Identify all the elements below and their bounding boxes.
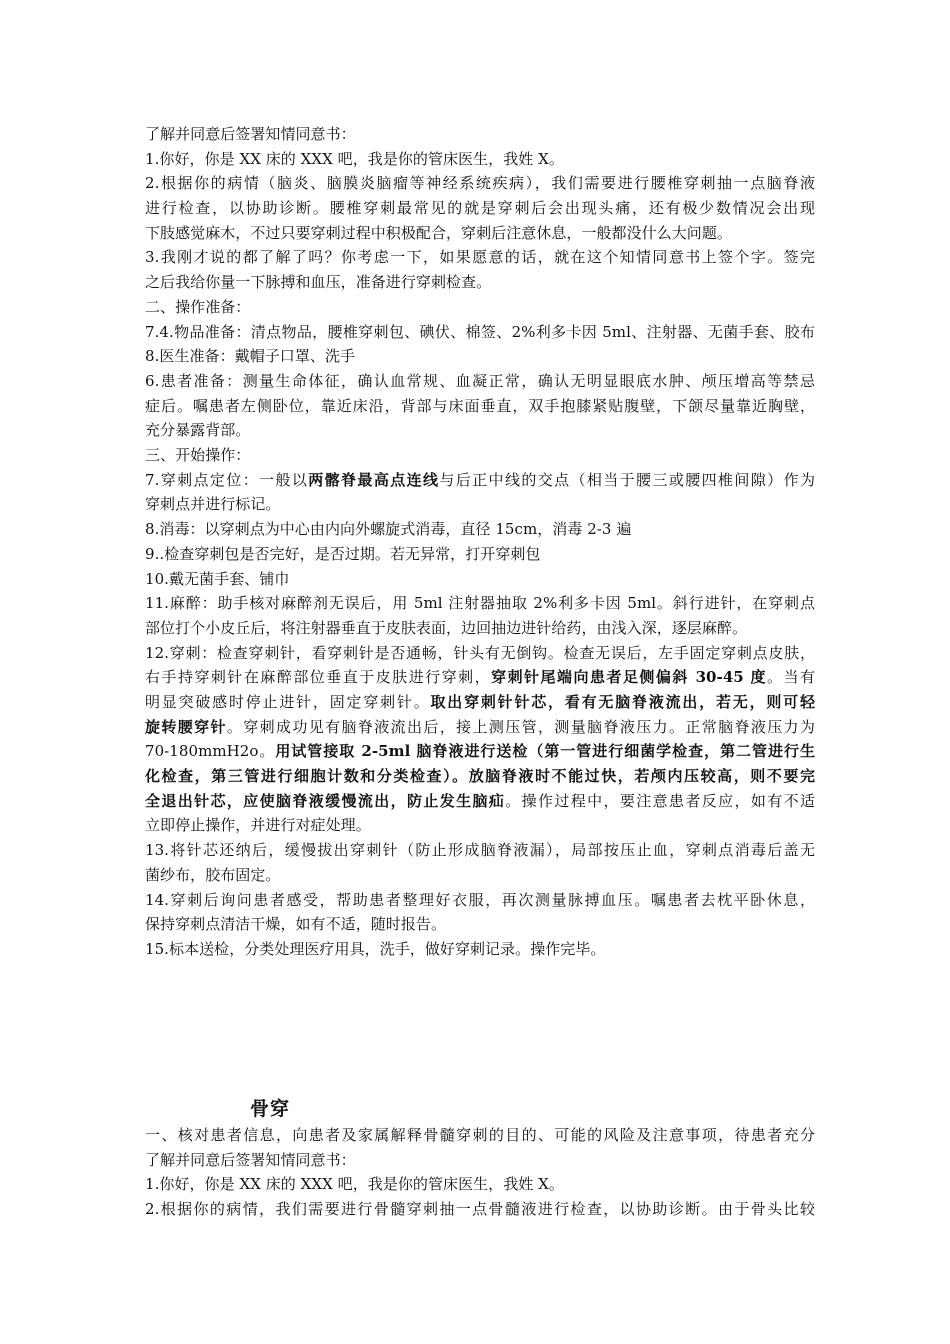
step-8-line: 8.消毒：以穿刺点为中心由内向外螺旋式消毒，直径 15cm，消毒 2-3 遍 [145,520,632,539]
bone-marrow-section [145,1123,815,1222]
intro-lines [145,122,815,468]
text-line: 8.医生准备：戴帽子口罩、洗手 [145,347,356,366]
text-line: 1.你好，你是 XX 床的 XXX 吧，我是你的管床医生，我姓 X。 [145,1175,564,1194]
bold-text: 旋转腰穿针 [145,717,227,736]
text-line: 立即停止操作，并进行对症处理。 [145,816,371,835]
text-line: 之后我给你量一下脉搏和血压，准备进行穿刺检查。 [145,273,492,292]
text-line: 70-180mmH2o。用试管接取 2-5ml 脑脊液进行送检（第一管进行细菌学检查，第二管进行生 [145,742,815,761]
text-line: 3.我刚才说的都了解了吗？你考虑一下，如果愿意的话，就在这个知情同意书上签个字。签完 [145,248,815,267]
text-line: 症后。嘱患者左侧卧位，靠近床沿，背部与床面垂直，双手抱膝紧贴腹壁，下颌尽量靠近胸壁， [145,396,815,415]
text-line: 2.根据你的病情，我们需要进行骨髓穿刺抽一点骨髓液进行检查，以协助诊断。由于骨头比较 [145,1200,815,1219]
step-14-line: 14.穿刺后询问患者感受，帮助患者整理好衣服，再次测量脉搏血压。嘱患者去枕平卧休息， [145,890,815,909]
text-line: 菌纱布，胶布固定。 [145,865,281,884]
step-13-line: 13.将针芯还纳后，缓慢拔出穿刺针（防止形成脑脊液漏），局部按压止血，穿刺点消毒后盖无 [145,841,815,860]
text-line: 穿刺点并进行标记。 [145,495,281,514]
text-line: 一、核对患者信息，向患者及家属解释骨髓穿刺的目的、可能的风险及注意事项，待患者充分 [145,1126,815,1144]
step-7-line: 7.穿刺点定位：一般以两髂脊最高点连线与后正中线的交点（相当于腰三或腰四椎间隙）作为 [145,470,815,489]
text-line: 了解并同意后签署知情同意书： [145,125,356,143]
text-line: 旋转腰穿针。穿刺成功见有脑脊液流出后，接上测压管，测量脑脊液压力。正常脑脊液压力为 [145,717,815,736]
text-line: 2.根据你的病情（脑炎、脑膜炎脑瘤等神经系统疾病），我们需要进行腰椎穿刺抽一点脑脊液 [145,174,815,193]
bold-text: 用试管接取 2-5ml 脑脊液进行送检（第一管进行细菌学检查，第二管进行生 [275,742,815,761]
bold-text: 全退出针芯，应使脑脊液缓慢流出，防止发生脑疝 [145,791,506,810]
step-9-line: 9..检查穿刺包是否完好，是否过期。若无异常，打开穿刺包 [145,544,541,563]
bold-text: 两髂脊最高点连线 [308,470,440,489]
text-line: 1.你好，你是 XX 床的 XXX 吧，我是你的管床医生，我姓 X。 [145,149,564,168]
text-line [145,764,815,789]
step-12-line: 12.穿刺：检查穿刺针，看穿刺针是否通畅，针头有无倒钩。检查无误后，左手固定穿刺点皮肤， [145,643,815,662]
text-line: 了解并同意后签署知情同意书： [145,1150,356,1169]
text-line: 下肢感觉麻木，不过只要穿刺过程中积极配合，穿刺后注意休息，一般都没什么大问题。 [145,223,732,242]
step-15-line: 15.标本送检，分类处理医疗用具，洗手，做好穿刺记录。操作完毕。 [145,939,606,958]
text-line: 6.患者准备：测量生命体征，确认血常规、血凝正常，确认无明显眼底水肿、颅压增高等禁忌 [145,371,815,390]
lumbar-puncture-section [145,122,815,962]
text-line: 右手持穿刺针在麻醉部位垂直于皮肤进行穿刺，穿刺针尾端向患者足侧偏斜 30-45 度。当有 [145,668,815,687]
bold-text: 穿刺针尾端向患者足侧偏斜 30-45 度 [491,668,767,687]
text-line: 全退出针芯，应使脑脊液缓慢流出，防止发生脑疝。操作过程中，要注意患者反应，如有不适 [145,791,815,810]
bold-text: 取出穿刺针针芯，看有无脑脊液流出，若无，则可轻 [430,693,815,712]
bone-marrow-title: 骨穿 [250,1098,291,1120]
text-line: 部位打个小皮丘后，将注射器垂直于皮肤表面，边回抽边进针给药，由浅入深，逐层麻醉。 [145,618,748,637]
step-11-line: 11.麻醉：助手核对麻醉剂无误后，用 5ml 注射器抽取 2%利多卡因 5ml。斜行进针，在穿刺点 [145,594,815,613]
text-line: 进行检查，以协助诊断。腰椎穿刺最常见的就是穿刺后会出现头痛，还有极少数情况会出现 [145,199,815,218]
text-line: 明显突破感时停止进针，固定穿刺针。取出穿刺针针芯，看有无脑脊液流出，若无，则可轻 [145,693,815,712]
text-line: 保持穿刺点清洁干燥，如有不适，随时报告。 [145,915,447,934]
section-heading-preparation: 二、操作准备： [145,297,251,316]
text-line: 充分暴露背部。 [145,421,251,440]
section-heading-operation: 三、开始操作： [145,446,251,465]
bold-text: 化检查，第三管进行细胞计数和分类检查）。放脑脊液时不能过快，若颅内压较高，则不要完 [145,767,815,786]
step-10-line: 10.戴无菌手套、铺巾 [145,569,290,588]
text-line: 7.4.物品准备：清点物品，腰椎穿刺包、碘伏、棉签、2%利多卡因 5ml、注射器、无菌手套、胶布 [145,322,815,341]
